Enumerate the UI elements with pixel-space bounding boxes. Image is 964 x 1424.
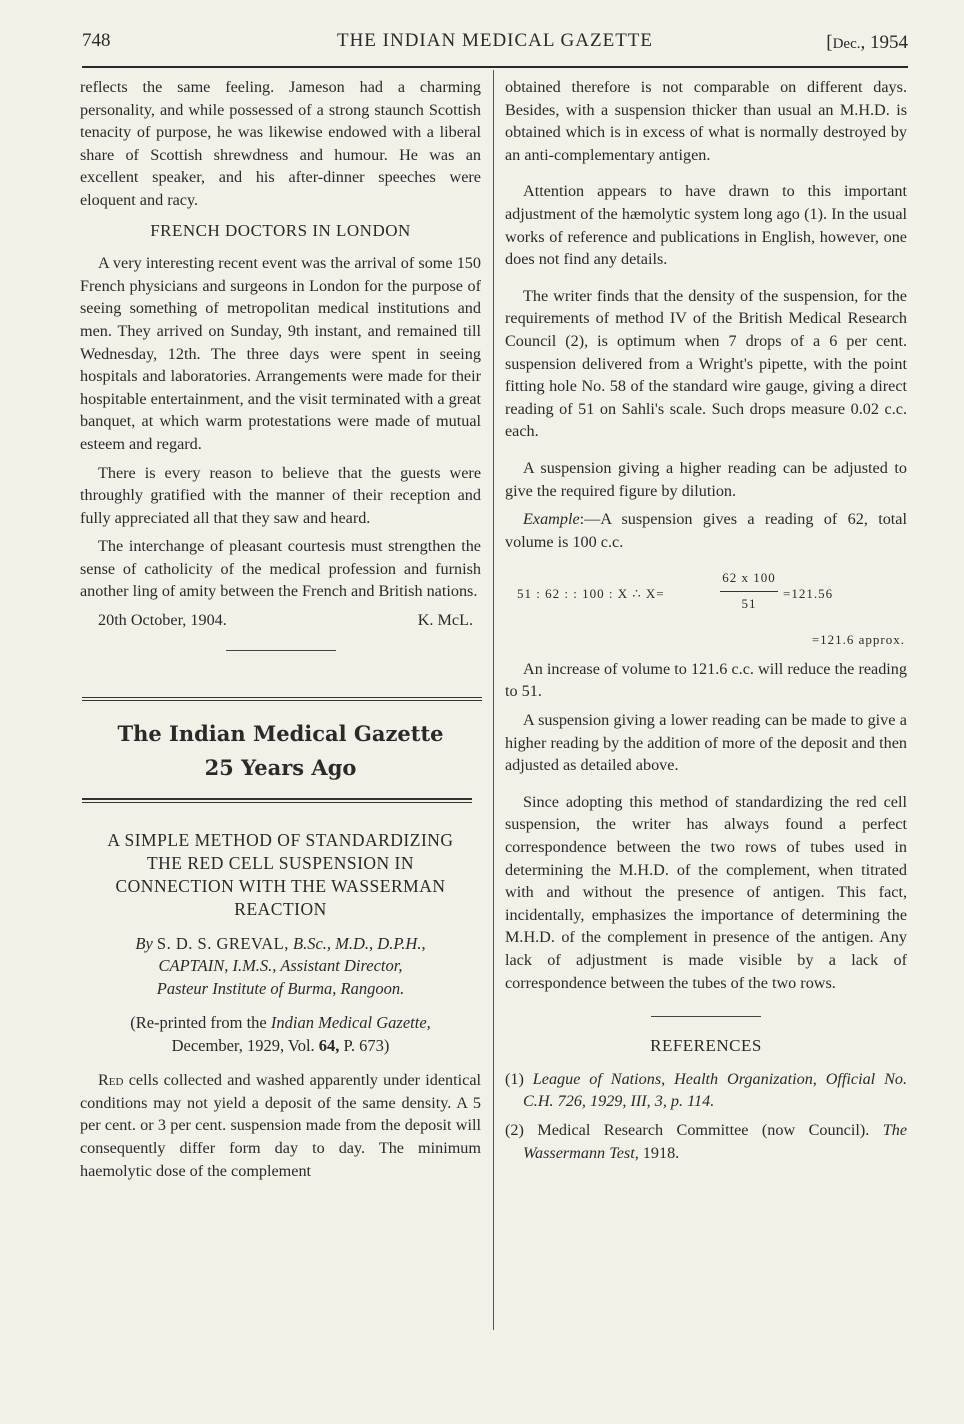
- paragraph: reflects the same feeling. Jameson had a charming personality, and while possessed of a strong staunch Scottish tenacity of purpose, he was likewise endowed with a liberal share of Scottish shrewdness and humour. He was an excellent speaker, and his after-dinner speeches were eloquent and racy.: [80, 78, 481, 209]
- calc-proportion: 51 : 62 : : 100 : X ∴ X=: [517, 586, 665, 602]
- journal-title: THE INDIAN MEDICAL GAZETTE: [336, 30, 654, 51]
- reference-title: The Wassermann Test,: [523, 1120, 908, 1162]
- calc-result: =121.56: [783, 586, 834, 602]
- calc-approx: =121.6 approx.: [811, 632, 905, 648]
- author-name: S. D. S. GREVAL,: [156, 933, 289, 953]
- reference-number: (2): [505, 1120, 524, 1139]
- by-word: By: [135, 933, 153, 953]
- author-qualifications: B.Sc., M.D., D.P.H.,: [292, 933, 426, 953]
- calc-fraction: [720, 567, 778, 615]
- paragraph: Attention appears to have drawn to this important adjustment of the hæmolytic system long ago (1). In the usual works of reference and publications in English, however, one does not find any details.: [505, 182, 907, 269]
- running-header: [82, 30, 908, 60]
- signoff-initials: K. McL.: [417, 611, 473, 630]
- signoff-date: 20th October, 1904.: [98, 611, 227, 630]
- paragraph: obtained therefore is not comparable on different days. Besides, with a suspension thicker than usual an M.H.D. is obtained which is in excess of what is normally destroyed by an anti-complementary antigen.: [505, 78, 907, 164]
- paragraph: A very interesting recent event was the arrival of some 150 French physicians and surgeons in London for the purpose of seeing something of metropolitan medical institutions and men. They arrived on Sunday, 9th instant, and remained till Wednesday, 12th. The three days were spent in seeing hospitals and laboratories. Arrangements were made for their hospitable entertainment, and the visit terminated with a great banquet, at which warm protestations were made of mutual esteem and regard.: [80, 254, 481, 453]
- references-heading: REFERENCES: [650, 1036, 762, 1056]
- banner: [80, 717, 481, 785]
- reprint-volume: 64,: [318, 1035, 340, 1055]
- issue-month: Dec.: [832, 36, 861, 52]
- section-divider: [226, 650, 336, 651]
- reprint-journal: Indian Medical Gazette,: [270, 1013, 431, 1033]
- reference-number: (1): [505, 1069, 524, 1088]
- paragraph-text: cells collected and washed apparently under identical conditions may not yield a deposit of the same density. A 5 per cent. or 3 per cent. suspension made from the deposit will consequently differ form day to day. The minimum haemolytic dose of the complement: [80, 1071, 482, 1180]
- reference-year: 1918.: [642, 1143, 680, 1162]
- header-rule: [82, 66, 908, 68]
- banner-top-rule: [82, 697, 482, 701]
- calc-denominator: 51: [741, 595, 757, 611]
- left-column: [80, 76, 481, 1188]
- paragraph: An increase of volume to 121.6 c.c. will reduce the reading to 51.: [505, 659, 907, 701]
- page-number: 748: [82, 30, 111, 51]
- reprint-prefix: (Re-printed from the: [130, 1013, 267, 1033]
- byline: [80, 933, 481, 1001]
- reference-text: League of Nations, Health Organization, Official No. C.H. 726, 1929, III, 3, p. 114.: [523, 1069, 908, 1111]
- reference-text: Medical Research Committee (now Council).: [537, 1120, 870, 1139]
- reference-item: [505, 1119, 907, 1164]
- reprint-note: [80, 1012, 481, 1057]
- example-paragraph: [505, 508, 907, 553]
- paragraph: [80, 1069, 481, 1182]
- paragraph: The writer finds that the density of the suspension, for the requirements of method IV of the British Medical Research Council (2), is optimum when 7 drops of a 6 per cent. suspension delivered from a Wright's pipette, with the point fitting hole No. 58 of the standard wire gauge, giving a direct reading of 51 on Sahli's scale. Such drops measure 0.02 c.c. each.: [505, 286, 907, 441]
- author-institution: Pasteur Institute of Burma, Rangoon.: [156, 978, 405, 998]
- calc-numerator: 62 x 100: [720, 567, 778, 592]
- column-divider: [493, 70, 494, 1330]
- lead-word: Red: [98, 1071, 124, 1090]
- section-heading: FRENCH DOCTORS IN LONDON: [150, 220, 411, 240]
- reprint-date: December, 1929, Vol.: [171, 1035, 315, 1055]
- example-label: Example: [523, 510, 580, 529]
- section-divider: [651, 1016, 761, 1017]
- banner-title: The Indian Medical Gazette: [117, 720, 444, 746]
- reprint-page: P. 673): [343, 1035, 390, 1055]
- issue-date: [826, 32, 908, 54]
- example-text: :—A suspension gives a reading of 62, total volume is 100 c.c.: [505, 510, 907, 551]
- author-rank: CAPTAIN, I.M.S., Assistant Director,: [158, 956, 403, 976]
- paragraph: A suspension giving a higher reading can be adjusted to give the required figure by dilution.: [505, 458, 907, 500]
- issue-date-bracket: [: [826, 32, 833, 53]
- paragraph: A suspension giving a lower reading can be made to give a higher reading by the addition of more of the deposit and then adjusted as detailed above.: [505, 711, 907, 775]
- calculation: [505, 563, 907, 625]
- paragraph: The interchange of pleasant courtesis must strengthen the sense of catholicity of the medical profession and furnish another ling of amity between the French and British nations.: [80, 537, 481, 601]
- issue-year: , 1954: [860, 32, 908, 53]
- paragraph: There is every reason to believe that the guests were throughly gratified with the manner of their reception and fully appreciated all that they saw and heard.: [80, 463, 481, 527]
- banner-subtitle: 25 Years Ago: [204, 754, 357, 780]
- right-column: [505, 76, 907, 1170]
- banner-bottom-rule: [82, 795, 472, 805]
- reference-item: [505, 1068, 907, 1113]
- signoff: [80, 609, 481, 632]
- paragraph: Since adopting this method of standardizing the red cell suspension, the writer has always found a perfect correspondence between the two rows of tubes used in determining the M.H.D. of the complement, when titrated with and without the presence of antigen. This fact, incidentally, emphasizes the importance of determining the M.H.D. of the complement in presence of the antigen. Any lack of adjustment is made visible by a lack of correspondence between the tubes of the two rows.: [505, 792, 907, 992]
- article-title: A SIMPLE METHOD OF STANDARDIZING THE RED CELL SUSPENSION IN CONNECTION WITH THE WASSERMAN REACTION: [107, 829, 454, 919]
